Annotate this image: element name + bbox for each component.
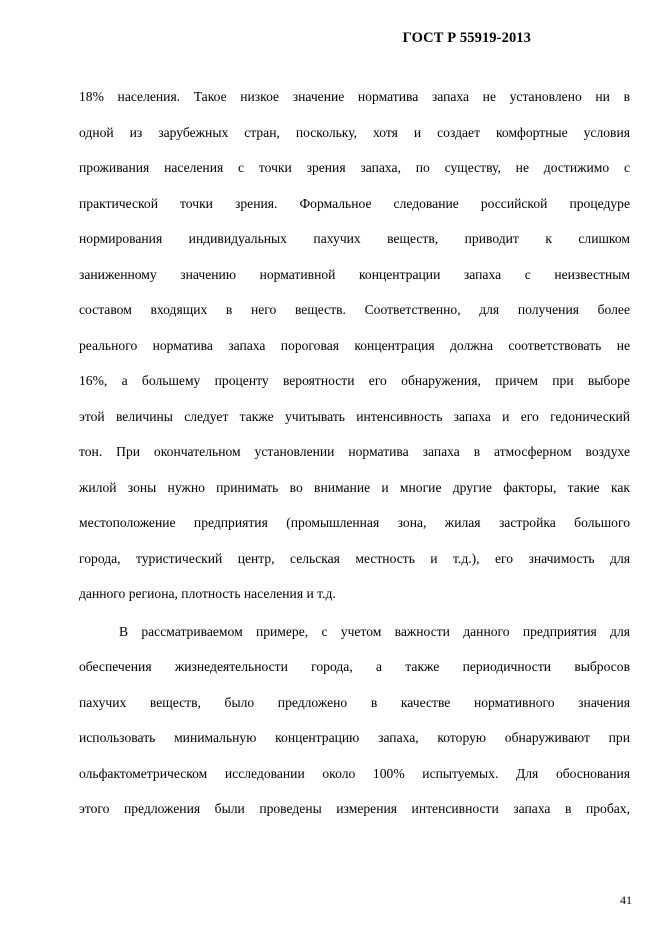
text-line: жилой зоны нужно принимать во внимание и многие другие факторы, такие как: [79, 480, 630, 495]
text-line: этого предложения были проведены измерения интенсивности запаха в пробах,: [79, 801, 630, 816]
text-line: данного региона, плотность населения и т.д.: [79, 586, 336, 601]
text-line: обеспечения жизнедеятельности города, а также периодичности выбросов: [79, 659, 630, 674]
text-line: пахучих веществ, было предложено в качестве нормативного значения: [79, 695, 630, 710]
text-line: ольфактометрическом исследовании около 100% испытуемых. Для обоснования: [79, 766, 630, 781]
text-line: реального норматива запаха пороговая концентрация должна соответствовать не: [79, 338, 630, 353]
text-line: 16%, а большему проценту вероятности его обнаружения, причем при выборе: [79, 373, 630, 388]
text-line: нормирования индивидуальных пахучих веществ, приводит к слишком: [79, 231, 630, 246]
text-line: заниженному значению нормативной концентрации запаха с неизвестным: [79, 267, 630, 282]
text-line: проживания населения с точки зрения запаха, по существу, не достижимо с: [79, 160, 630, 175]
standard-header: ГОСТ Р 55919-2013: [402, 30, 531, 46]
text-line: местоположение предприятия (промышленная зона, жилая застройка большого: [79, 515, 630, 530]
text-line: В рассматриваемом примере, с учетом важности данного предприятия для: [119, 624, 630, 639]
text-line: составом входящих в него веществ. Соответственно, для получения более: [79, 302, 630, 317]
text-line: тон. При окончательном установлении норматива запаха в атмосферном воздухе: [79, 444, 630, 459]
text-line: города, туристический центр, сельская местность и т.д.), его значимость для: [79, 551, 630, 566]
text-line: одной из зарубежных стран, поскольку, хотя и создает комфортные условия: [79, 125, 630, 140]
text-line: использовать минимальную концентрацию запаха, которую обнаруживают при: [79, 730, 630, 745]
text-line: 18% населения. Такое низкое значение норматива запаха не установлено ни в: [79, 89, 630, 104]
page-number: 41: [620, 893, 632, 907]
text-line: практической точки зрения. Формальное следование российской процедуре: [79, 196, 630, 211]
text-line: этой величины следует также учитывать интенсивность запаха и его гедонический: [79, 409, 630, 424]
